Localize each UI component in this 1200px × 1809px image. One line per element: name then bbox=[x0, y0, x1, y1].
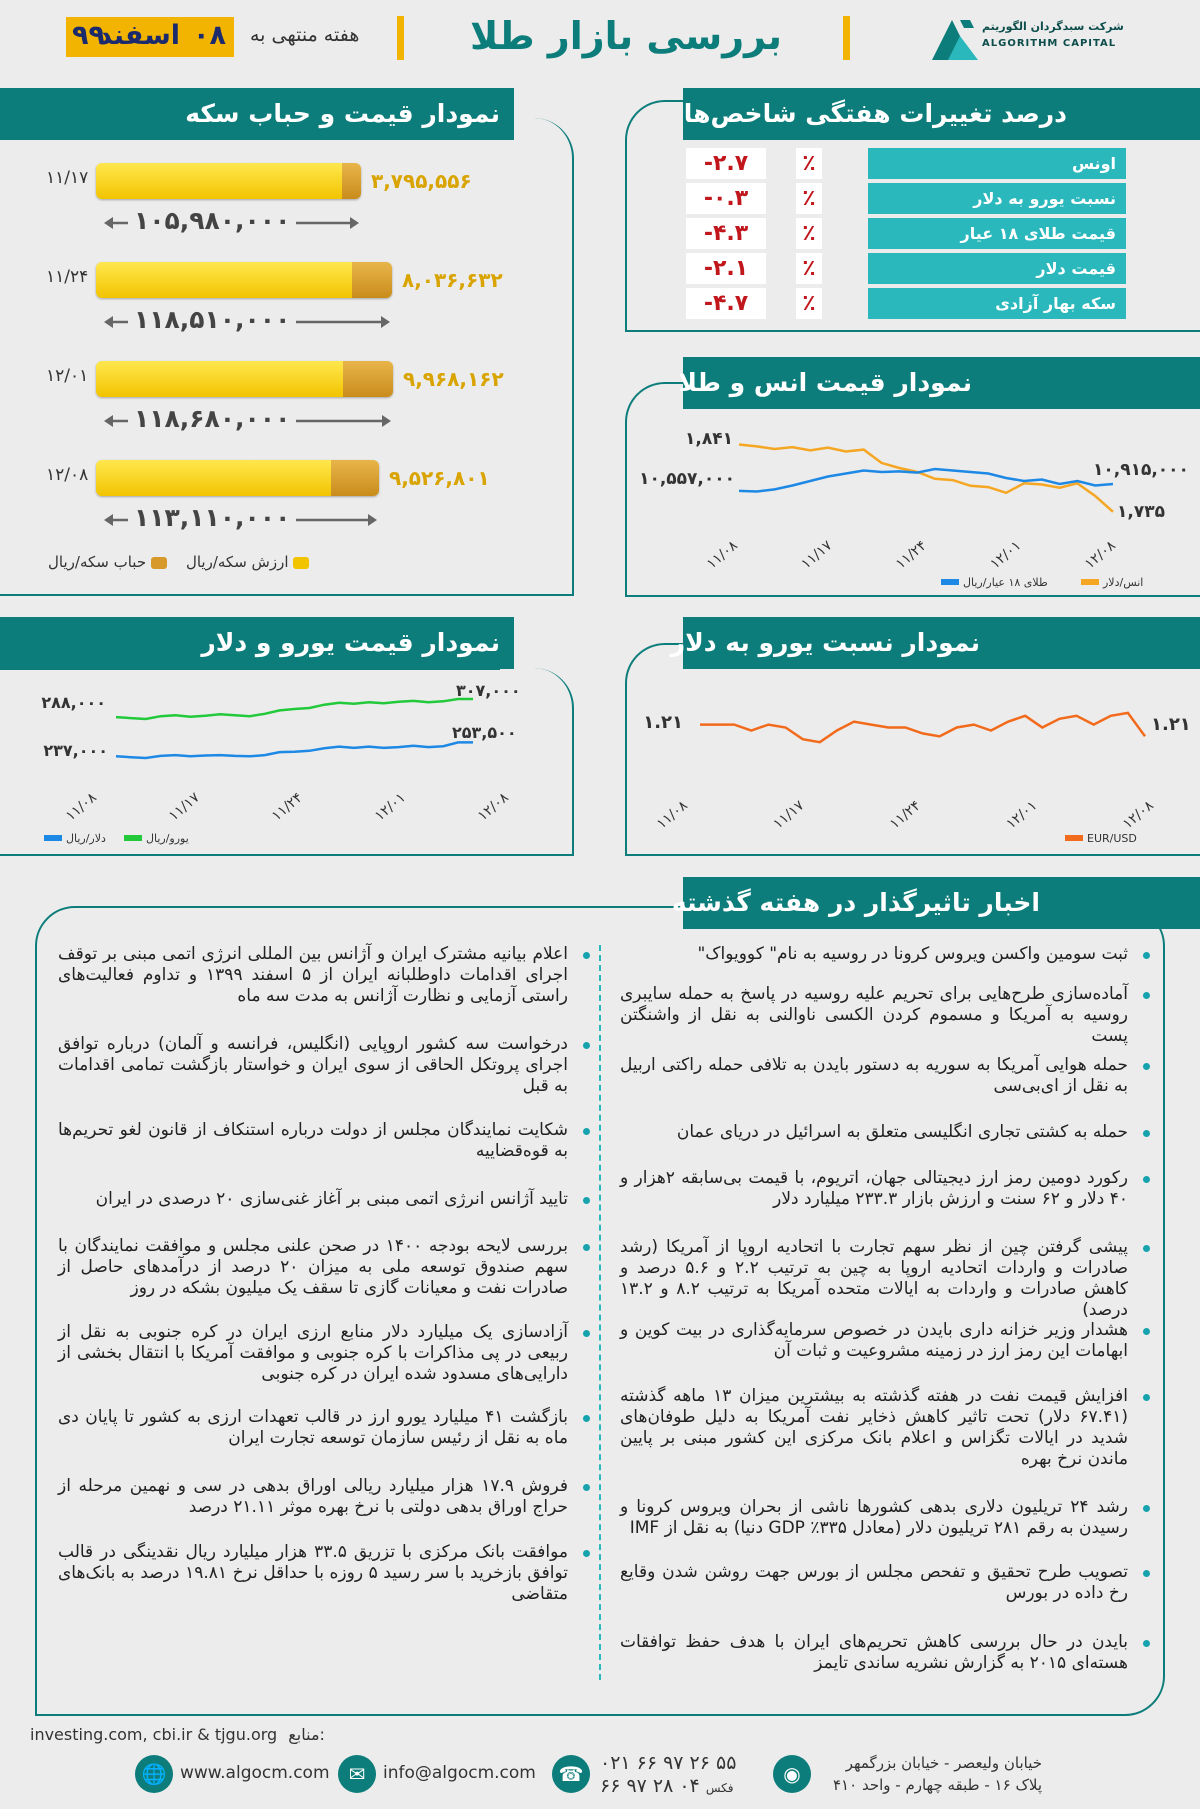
index-label: سکه بهار آزادی bbox=[868, 288, 1126, 319]
news-text: بایدن در حال بررسی کاهش تحریم‌های ایران با هدف حفظ توافقات هسته‌ای ۲۰۱۵ به گزارش نشریه ساندی تایمز bbox=[620, 1632, 1128, 1673]
legend-swatch bbox=[1081, 579, 1099, 585]
news-text: درخواست سه کشور اروپایی (انگلیس، فرانسه و آلمان) درباره توافق اجرای پروتکل الحاقی از سوی ایران و خواستار بازگشت تمامی اقدامات به قبل bbox=[58, 1034, 568, 1096]
index-value: -۲.۱ bbox=[686, 253, 766, 284]
legend-swatch-value bbox=[293, 557, 309, 569]
legend-label: یورو/ریال bbox=[146, 832, 189, 845]
coin-price-value: ۱۱۳,۱۱۰,۰۰۰ bbox=[128, 503, 296, 532]
news-item bbox=[58, 1542, 568, 1605]
news-text: آماده‌سازی طرح‌هایی برای تحریم علیه روسیه در پاسخ به حمله سایبری روسیه به آمریکا و مسموم کردن الکسی ناوالنی به نقل از واشنگتن پست bbox=[620, 984, 1128, 1046]
coin-price-value: ۱۰۵,۹۸۰,۰۰۰ bbox=[128, 206, 296, 235]
date-year: ۹۹ bbox=[72, 20, 105, 51]
news-item bbox=[620, 984, 1128, 1047]
news-text: موافقت بانک مرکزی با تزریق ۳۳.۵ هزار میلیارد ریال نقدینگی در قالب توافق بازخرید با سر رسید ۵ روزه با حداقل نرخ ۱۹.۸۱ درصد به بانک‌های متقاضی bbox=[58, 1542, 568, 1604]
coin-title: نمودار قیمت و حباب سکه bbox=[40, 88, 514, 140]
news-text: تایید آژانس انرژی اتمی مبنی بر آغاز غنی‌سازی ۲۰ درصدی در ایران bbox=[95, 1189, 568, 1209]
index-label: قیمت دلار bbox=[868, 253, 1126, 284]
coin-legend bbox=[48, 553, 309, 571]
location-icon: ◉ bbox=[773, 1755, 811, 1793]
coin-title-tab bbox=[0, 88, 40, 140]
legend-swatch bbox=[1065, 835, 1083, 841]
coin-date-label: ۱۲/۰۸ bbox=[46, 465, 89, 485]
indices-title: درصد تغییرات هفتگی شاخص‌ها bbox=[683, 88, 1083, 140]
index-percent-sign: ٪ bbox=[796, 253, 822, 284]
date-month: اسفند bbox=[98, 20, 180, 51]
phone-number[interactable]: ۰۲۱ ۶۶ ۹۷ ۲۶ ۵۵ bbox=[600, 1752, 737, 1774]
bullet-icon bbox=[583, 1484, 590, 1491]
logo-line2: ALGORITHM CAPITAL bbox=[982, 38, 1117, 49]
ounce-line bbox=[739, 445, 1113, 512]
sources-text: investing.com, cbi.ir & tjgu.org bbox=[30, 1725, 278, 1744]
bullet-icon bbox=[1143, 952, 1150, 959]
x-tick-label: ۱۱/۱۷ bbox=[798, 537, 836, 573]
legend-label: انس/دلار bbox=[1103, 576, 1144, 589]
value-label: ۲۳۷,۰۰۰ bbox=[43, 741, 108, 760]
email-link[interactable]: info@algocm.com bbox=[383, 1763, 536, 1783]
bullet-icon bbox=[583, 1197, 590, 1204]
logo bbox=[930, 14, 1124, 64]
news-item bbox=[620, 1122, 1128, 1143]
index-value: -۴.۳ bbox=[686, 218, 766, 249]
news-text: افزایش قیمت نفت در هفته گذشته به بیشترین میزان ۱۳ ماهه گذشته (۶۷.۴۱ دلار) تحت تاثیر کاهش ذخایر نفت آمریکا به دلیل طوفان‌های شدید در ایالات تگزاس و اعلام بانک مرکزی این کشور مبنی بر پایین ماندن نرخ بهره bbox=[620, 1386, 1128, 1469]
bullet-icon bbox=[1143, 1245, 1150, 1252]
bullet-icon bbox=[583, 1244, 590, 1251]
value-label: ۱.۲۱ bbox=[1151, 714, 1191, 735]
x-tick-label: ۱۱/۱۷ bbox=[165, 789, 203, 825]
fax-label: فکس bbox=[705, 1781, 734, 1795]
coin-bubble-segment bbox=[342, 163, 361, 199]
value-label: ۱۰,۹۱۵,۰۰۰ bbox=[1093, 460, 1189, 480]
legend-swatch bbox=[44, 835, 62, 841]
x-tick-label: ۱۱/۰۸ bbox=[653, 797, 691, 833]
index-percent-sign: ٪ bbox=[796, 183, 822, 214]
coin-bubble-segment bbox=[331, 460, 379, 496]
bullet-icon bbox=[1143, 992, 1150, 999]
news-item bbox=[620, 1237, 1128, 1321]
euro-dollar-rial-chart bbox=[0, 670, 570, 854]
legend-swatch bbox=[941, 579, 959, 585]
news-item bbox=[620, 1497, 1128, 1539]
euro-rial-line bbox=[116, 699, 473, 719]
coin-bubble-value: ۸,۰۳۶,۶۳۲ bbox=[402, 268, 503, 292]
bullet-icon bbox=[583, 1128, 590, 1135]
eurusd-line bbox=[700, 713, 1145, 742]
coin-value-bar bbox=[96, 163, 361, 199]
euro-rial-title-tab bbox=[0, 617, 40, 669]
coin-bubble-segment bbox=[343, 361, 393, 397]
globe-icon: 🌐 bbox=[135, 1755, 173, 1793]
bullet-icon bbox=[1143, 1130, 1150, 1137]
fax-line bbox=[600, 1775, 733, 1797]
eurusd-chart bbox=[625, 670, 1200, 854]
value-label: ۱.۲۱ bbox=[643, 712, 683, 733]
x-tick-label: ۱۱/۲۴ bbox=[268, 789, 306, 825]
news-text: اعلام بیانیه مشترک ایران و آژانس بین المللی انرژی اتمی مبنی بر توقف اجرای اقدامات داوطلبانه ایران از ۵ اسفند ۱۳۹۹ و تداوم فعالیت‌های راستی آزمایی و نظارت آژانس به مدت سه ماه bbox=[58, 944, 568, 1006]
news-text: ثبت سومین واکسن ویروس کرونا در روسیه به نام" کوویواک" bbox=[697, 944, 1128, 964]
date-badge bbox=[66, 17, 234, 57]
index-percent-sign: ٪ bbox=[796, 288, 822, 319]
index-label: اونس bbox=[868, 148, 1126, 179]
value-label: ۱,۸۴۱ bbox=[685, 429, 733, 449]
legend-swatch-bubble bbox=[151, 557, 167, 569]
news-item bbox=[620, 1632, 1128, 1674]
value-label: ۲۸۸,۰۰۰ bbox=[41, 693, 106, 712]
news-text: حمله هوایی آمریکا به سوریه به دستور بایدن به تلافی حمله راکتی اربیل به نقل از ای‌بی‌سی bbox=[620, 1055, 1128, 1096]
news-item bbox=[620, 944, 1128, 965]
news-item bbox=[620, 1055, 1128, 1097]
index-percent-sign: ٪ bbox=[796, 148, 822, 179]
news-item bbox=[620, 1320, 1128, 1362]
page-title: بررسی بازار طلا bbox=[470, 14, 783, 58]
x-tick-label: ۱۲/۰۸ bbox=[474, 789, 512, 825]
header-divider-left bbox=[397, 16, 404, 60]
coin-value-bar bbox=[96, 262, 392, 298]
news-text: فروش ۱۷.۹ هزار میلیارد ریالی اوراق بدهی در سی و نهمین مرحله از حراج اوراق بدهی دولتی با نرخ بهره موثر ۲۱.۱۱ درصد bbox=[58, 1476, 569, 1517]
ounce-title: نمودار قیمت انس و طلا bbox=[683, 357, 1200, 409]
x-tick-label: ۱۲/۰۱ bbox=[987, 537, 1025, 573]
bullet-icon bbox=[583, 1330, 590, 1337]
news-item bbox=[58, 1476, 568, 1518]
index-value: -۰.۳ bbox=[686, 183, 766, 214]
value-label: ۳۰۷,۰۰۰ bbox=[456, 681, 521, 700]
address-line2: پلاک ۱۶ - طبقه چهارم - واحد ۴۱۰ bbox=[833, 1776, 1042, 1794]
email-icon: ✉ bbox=[338, 1755, 376, 1793]
news-text: بررسی لایحه بودجه ۱۴۰۰ در صحن علنی مجلس و موافقت نمایندگان با سهم صندوق توسعه ملی به میزان ۲۰ درصد از درآمدهای حاصل از صادرات نفت و معیانات گازی تا سقف یک میلیون بشکه در روز bbox=[58, 1236, 568, 1298]
legend-label: طلای ۱۸ عیار/ریال bbox=[963, 576, 1048, 589]
address-line1: خیابان ولیعصر - خیابان بزرگمهر bbox=[845, 1754, 1042, 1772]
legend-value-label: ارزش سکه/ریال bbox=[185, 553, 289, 571]
value-label: ۱۰,۵۵۷,۰۰۰ bbox=[639, 469, 735, 489]
news-item bbox=[58, 1189, 568, 1210]
index-label: نسبت یورو به دلار bbox=[868, 183, 1126, 214]
index-row bbox=[686, 218, 1126, 249]
news-item bbox=[620, 1386, 1128, 1470]
coin-bubble-value: ۹,۵۲۶,۸۰۱ bbox=[389, 466, 490, 490]
news-item bbox=[620, 1562, 1128, 1604]
index-row bbox=[686, 288, 1126, 319]
news-text: آزادسازی یک میلیارد دلار منابع ارزی ایران در کره جنوبی به نقل از ربیعی در پی مذاکرات با کره جنوبی و موافقت آمریکا با انتقال بخشی از دارایی‌های مسدود شده ایران در کره جنوبی bbox=[58, 1322, 568, 1384]
phone-icon: ☎ bbox=[552, 1755, 590, 1793]
coin-price-value: ۱۱۸,۶۸۰,۰۰۰ bbox=[128, 404, 296, 433]
dollar-rial-line bbox=[116, 742, 473, 758]
coin-value-bar bbox=[96, 361, 393, 397]
bullet-icon bbox=[1143, 1570, 1150, 1577]
news-title: اخبار تاثیرگذار در هفته گذشته bbox=[683, 877, 1200, 929]
coin-date-label: ۱۲/۰۱ bbox=[46, 366, 89, 386]
x-tick-label: ۱۱/۰۸ bbox=[703, 537, 741, 573]
eurusd-title: نمودار نسبت یورو به دلار bbox=[683, 617, 1200, 669]
news-item bbox=[620, 1168, 1128, 1210]
bullet-icon bbox=[583, 952, 590, 959]
news-item bbox=[58, 1236, 568, 1299]
news-item bbox=[58, 1120, 568, 1162]
bullet-icon bbox=[1143, 1176, 1150, 1183]
bullet-icon bbox=[1143, 1328, 1150, 1335]
ounce-gold-chart bbox=[625, 410, 1200, 595]
index-value: -۴.۷ bbox=[686, 288, 766, 319]
coin-bubble-value: ۳,۷۹۵,۵۵۶ bbox=[371, 169, 472, 193]
logo-icon bbox=[930, 16, 980, 62]
news-text: رشد ۲۴ تریلیون دلاری بدهی کشورها ناشی از بحران ویروس کرونا و رسیدن به رقم ۲۸۱ تریلیون دلار (معادل ۳۳۵٪ GDP دنیا) به نقل از IMF bbox=[620, 1497, 1129, 1538]
index-percent-sign: ٪ bbox=[796, 218, 822, 249]
news-item bbox=[58, 1407, 568, 1449]
news-text: تصویب طرح تحقیق و تفحص مجلس از بورس جهت روشن شدن وقایع رخ داده در بورس bbox=[620, 1562, 1128, 1603]
bullet-icon bbox=[1143, 1394, 1150, 1401]
legend-label: EUR/USD bbox=[1087, 832, 1137, 845]
sources bbox=[30, 1725, 325, 1744]
x-tick-label: ۱۲/۰۸ bbox=[1119, 797, 1157, 833]
news-item bbox=[58, 944, 568, 1007]
news-text: بازگشت ۴۱ میلیارد یورو ارز در قالب تعهدات ارزی به کشور تا پایان دی ماه به نقل از رئیس سازمان توسعه تجارت ایران bbox=[58, 1407, 569, 1448]
news-text: رکورد دومین رمز ارز دیجیتالی جهان، اتریوم، با قیمت بی‌سابقه ۲هزار و ۴۰ دلار و ۶۲ سنت و ارزش بازار ۲۳۳.۳ میلیارد دلار bbox=[620, 1168, 1129, 1209]
coin-price-value: ۱۱۸,۵۱۰,۰۰۰ bbox=[128, 305, 296, 334]
value-label: ۱,۷۳۵ bbox=[1117, 502, 1165, 522]
news-item bbox=[58, 1322, 568, 1385]
news-text: حمله به کشتی تجاری انگلیسی متعلق به اسرائیل در دریای عمان bbox=[676, 1122, 1128, 1142]
eurusd-bottom-line bbox=[625, 854, 1200, 856]
ounce-bottom-line bbox=[625, 595, 1200, 597]
coin-date-label: ۱۱/۲۴ bbox=[46, 267, 89, 287]
legend-label: دلار/ریال bbox=[66, 832, 106, 845]
index-label: قیمت طلای ۱۸ عیار bbox=[868, 218, 1126, 249]
website-link[interactable]: www.algocm.com bbox=[180, 1763, 330, 1783]
x-tick-label: ۱۱/۰۸ bbox=[62, 789, 100, 825]
index-row bbox=[686, 253, 1126, 284]
x-tick-label: ۱۱/۲۴ bbox=[886, 797, 924, 833]
legend-bubble-label: حباب سکه/ریال bbox=[48, 553, 147, 571]
week-label: هفته منتهی به bbox=[250, 24, 360, 46]
logo-line1: شرکت سبدگردان الگوریتم bbox=[982, 20, 1124, 33]
sources-label: منابع: bbox=[288, 1725, 325, 1744]
value-label: ۲۵۳,۵۰۰ bbox=[452, 723, 517, 742]
coin-value-bar bbox=[96, 460, 379, 496]
news-text: پیشی گرفتن چین از نظر سهم تجارت با اتحادیه اروپا از آمریکا (رشد صادرات و واردات اتحادیه اروپا به چین به ترتیب ۲.۲ و ۵.۶ درصد و کاهش صادرات و واردات به ایالات متحده آمریکا به ترتیب ۸.۲ و ۱۳.۲ درصد) bbox=[620, 1237, 1129, 1320]
bullet-icon bbox=[583, 1042, 590, 1049]
news-text: هشدار وزیر خزانه داری بایدن در خصوص سرمایه‌گذاری در بیت کوین و ابهامات این رمز ارز در زمینه مشروعیت و ثبات آن bbox=[620, 1320, 1128, 1361]
fax-number: ۶۶ ۹۷ ۲۸ ۰۴ bbox=[600, 1775, 700, 1797]
index-value: -۲.۷ bbox=[686, 148, 766, 179]
x-tick-label: ۱۲/۰۱ bbox=[371, 789, 409, 825]
news-divider bbox=[599, 945, 601, 1680]
euro-rial-title: نمودار قیمت یورو و دلار bbox=[40, 617, 514, 669]
x-tick-label: ۱۲/۰۱ bbox=[1003, 797, 1041, 833]
indices-bottom-line bbox=[625, 330, 1200, 332]
bullet-icon bbox=[583, 1550, 590, 1557]
header-divider-right bbox=[843, 16, 850, 60]
x-tick-label: ۱۲/۰۸ bbox=[1081, 537, 1119, 573]
coin-date-label: ۱۱/۱۷ bbox=[46, 168, 89, 188]
index-row bbox=[686, 148, 1126, 179]
news-text: شکایت نمایندگان مجلس از دولت درباره استنکاف از قانون لغو تحریم‌ها به قوه‌قضاییه bbox=[58, 1120, 568, 1161]
bullet-icon bbox=[1143, 1505, 1150, 1512]
coin-bubble-value: ۹,۹۶۸,۱۶۲ bbox=[403, 367, 504, 391]
x-tick-label: ۱۱/۲۴ bbox=[892, 537, 930, 573]
indices-title-tab bbox=[1083, 88, 1200, 140]
index-row bbox=[686, 183, 1126, 214]
coin-bubble-segment bbox=[352, 262, 392, 298]
legend-swatch bbox=[124, 835, 142, 841]
x-tick-label: ۱۱/۱۷ bbox=[770, 797, 808, 833]
bullet-icon bbox=[583, 1415, 590, 1422]
bullet-icon bbox=[1143, 1063, 1150, 1070]
date-day: ۰۸ bbox=[193, 20, 226, 51]
news-item bbox=[58, 1034, 568, 1097]
bullet-icon bbox=[1143, 1640, 1150, 1647]
